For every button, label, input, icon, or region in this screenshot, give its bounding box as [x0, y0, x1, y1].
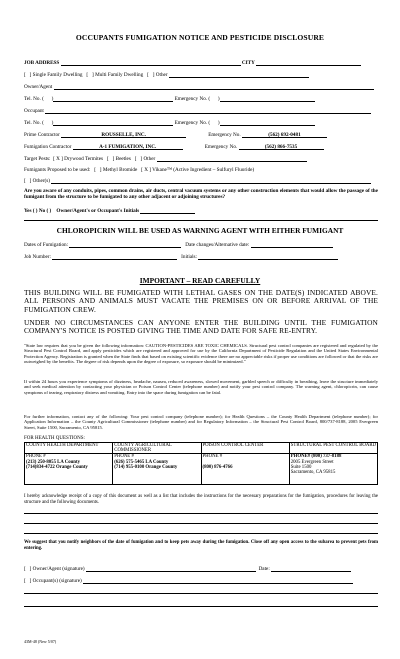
important-heading: IMPORTANT – READ CAREFULLY [139, 276, 261, 285]
owner-signature-label: Owner/Agent (signature) [32, 566, 85, 572]
date-changes-field[interactable] [251, 242, 333, 248]
cell-line: Suite 1500 [290, 464, 312, 470]
important-para-1: THIS BUILDING WILL BE FUMIGATED WITH LETHAL GASES ON THE DATE(S) INDICATED ABOVE. ALL PERSONS AND ANIMALS MUST VACATE THE PREMISES ON OR BEFORE ARRIVAL OF THE FUMIGATION CREW. [24, 288, 378, 314]
pest-other-checkbox[interactable]: Other [143, 156, 156, 162]
job-address-field[interactable] [61, 60, 241, 66]
other-field[interactable] [169, 72, 309, 78]
owner-tel-label: Tel. No. ( [24, 96, 44, 102]
yes-no-row [24, 208, 378, 214]
fumigation-contractor-row [24, 144, 378, 150]
pest-beetles-checkbox[interactable]: Beetles [115, 156, 131, 162]
cell-line: PHONE # [114, 454, 134, 460]
cell-line: Sacramento, CA 95815 [290, 470, 336, 476]
cell-line: (213) 250-8055 LA County [26, 459, 80, 465]
pest-drywood-checkbox[interactable]: X ] Drywood Termites [56, 156, 104, 162]
occupant-tel-row: Tel. No. ( ) Emergency No. ( ) [24, 120, 378, 126]
signature-date-label: Date: [258, 566, 270, 572]
job-number-row [24, 254, 378, 260]
fumigants-row: Fumigants Proposed to be used: [ ] Methyl Bromide [ X ] Vikane™ (Active Ingredient – Sulfuryl Fluoride) [24, 167, 255, 173]
acknowledge-para: I hereby acknowledge receipt of a copy of this document as well as a list that includes the instructions for the necessary preparations for the fumigation, procedures for leaving the structure and the following documents. [24, 494, 378, 505]
other-label: Other [155, 72, 168, 78]
blank-line [24, 533, 378, 534]
blank-line [24, 606, 378, 607]
blank-line [24, 593, 378, 594]
divider [24, 220, 378, 221]
job-address-row [24, 60, 378, 66]
occupant-signature-label: Occupant(s) (signature) [32, 578, 82, 584]
owner-emergency-field[interactable] [220, 96, 315, 102]
prime-contractor-row [24, 132, 378, 138]
state-law-para: "State law requires that you be given the following information: CAUTION-PESTICIDES ARE TOXIC CHEMICALS. Structural pest control companies are registered and regulated by the Structural Pest Control Board, and apply pesticides which are registered and approved for use by the California Department of Pesticide Regulation and the United States Environmental Protection Agency. Registration is granted when the State finds that based on existing scientific evidence there are no appreciable risks if proper use conditions are followed or that the risks are outweighed by the benefits. The degree of risk depends upon the degree of exposure, so exposure should be minimized." [24, 343, 378, 365]
chloropicrin-heading: CHLOROPICRIN WILL BE USED AS WARNING AGENT WITH EITHER FUMIGANT [56, 226, 344, 235]
dates-label: Dates of Fumigation: [24, 242, 69, 248]
occupant-emergency-field[interactable] [220, 120, 315, 126]
fum-emergency-value: (562) 866-7535 [239, 144, 324, 150]
owner-signature-row: [ ] Owner/Agent (signature) Date: [24, 566, 378, 572]
multi-family-label: Multi Family Dwelling [95, 72, 144, 78]
blank-line [24, 513, 378, 514]
city-field[interactable] [256, 60, 361, 66]
adjoining-structures-question: Are you aware of any conduits, pipes, common drains, air ducts, central vacuum systems or any other construction elements that would allow the passage of the fumigant from the structure to be fumigated to any other adjacent or adjoining structures? [24, 188, 378, 201]
occupant-tel-field[interactable] [53, 120, 173, 126]
fumigation-contractor-value: A-1 FUMIGATION, INC. [73, 144, 183, 150]
table-cell [201, 454, 289, 485]
date-changes-label: Date changes/Alternative date: [185, 242, 250, 248]
prime-contractor-value: ROUSSELLE, INC. [61, 132, 186, 138]
occupant-signature-row: [ ] Occupant(s) (signature) [24, 578, 378, 584]
initials-field[interactable] [140, 208, 195, 214]
fumigants-label: Fumigants Proposed to be used: [24, 167, 91, 173]
prime-emergency-value: (562) 692-0481 [242, 132, 327, 138]
job-address-label: JOB ADDRESS [24, 60, 60, 66]
chloro-initials-field[interactable] [198, 254, 338, 260]
table-header: POISON CONTROL CENTER [201, 443, 289, 454]
occupant-field[interactable] [45, 108, 371, 114]
suggest-para: We suggest that you notify neighbors of the date of fumigation and to keep pets away during the fumigation. Close off any open access to the subarea to prevent pets from entering. [24, 540, 378, 551]
table-header: COUNTY AGRICULTURAL COMMISSIONER [113, 443, 201, 454]
pest-other-field[interactable] [157, 156, 307, 162]
target-pests-row: Target Pests: [ X ] Drywood Termites [ ] Beetles [ ] Other [24, 156, 378, 162]
occupant-label: Occupant [24, 108, 44, 114]
cell-line: (626) 575-5465 LA County [114, 459, 169, 465]
dwelling-type-row: [ ] Single Family Dwelling [ ] Multi Family Dwelling [ ] Other [24, 72, 378, 78]
owner-agent-row [24, 84, 378, 90]
owner-agent-field[interactable] [54, 84, 374, 90]
city-label: CITY [241, 60, 255, 66]
others-field[interactable] [51, 178, 371, 184]
fumigant-methyl-checkbox[interactable]: Methyl Bromide [102, 167, 138, 173]
yes-no-options[interactable]: Yes ( ) No ( ) [24, 208, 52, 214]
prime-emergency-label: Emergency No. [208, 132, 241, 138]
form-number: 43M-48 (New 5/07) [24, 639, 57, 644]
owner-tel-field[interactable] [53, 96, 173, 102]
cell-line: PHONE# (800) 737-8188 [290, 454, 342, 460]
occupant-emergency-label: Emergency No. ( [174, 120, 211, 126]
chloro-initials-label: Initials: [181, 254, 197, 260]
table-cell [289, 454, 377, 485]
prime-contractor-label: Prime Contractor [24, 132, 60, 138]
job-number-field[interactable] [52, 254, 177, 260]
document-title: OCCUPANTS FUMIGATION NOTICE AND PESTICIDE DISCLOSURE [75, 33, 325, 42]
initials-label: Owner/Agent's or Occupant's Initials [56, 208, 140, 214]
cell-line: (714)834-4722 Orange County [26, 464, 88, 470]
table-cell [25, 454, 113, 485]
table-header: COUNTY HEALTH DEPARTMENT [25, 443, 113, 454]
occupant-tel-label: Tel. No. ( [24, 120, 44, 126]
symptoms-para: If within 24 hours you experience symptoms of dizziness, headache, nausea, reduced awareness, slowed movement, garbled speech or difficulty in breathing, leave the structure immediately and seek medical attention by contacting your physician or Poison Control Center (telephone number) and notify your pest control company. The warning agent, chloropicrin, can cause symptoms of tearing, respiratory distress and vomiting. Entry into the space during fumigation can be fatal. [24, 379, 378, 395]
dates-field[interactable] [69, 242, 181, 248]
dates-row [24, 242, 378, 248]
blank-line [24, 523, 378, 524]
job-number-label: Job Number: [24, 254, 51, 260]
occupant-row [24, 108, 378, 114]
table-cell [113, 454, 201, 485]
table-row [25, 443, 378, 454]
signature-date-field[interactable] [271, 566, 351, 572]
health-questions-table [24, 442, 378, 485]
owner-signature-field[interactable] [86, 566, 256, 572]
cell-line: PHONE # [26, 454, 46, 460]
owner-agent-label: Owner/Agent [24, 84, 53, 90]
cell-line: (800) 876-4766 [202, 464, 233, 470]
fum-emergency-label: Emergency No. [204, 144, 238, 150]
further-info-para: For further information, contact any of the following: Your pest control company (telephone number); for Health Questions – the County Health Department (telephone number); for Application Information – the County Agricultural Commissioner (telephone number) and for Regulatory Information – the Structural Pest Control Board, 800/737-8188, 2005 Evergreen Street, Suite 1500, Sacramento, CA 95815. [24, 414, 378, 430]
owner-emergency-label: Emergency No. ( [174, 96, 211, 102]
fumigant-vikane-checkbox[interactable]: X ] Vikane™ (Active Ingredient – Sulfuryl Fluoride) [144, 167, 255, 173]
table-row [25, 454, 378, 485]
single-family-label: Single Family Dwelling [32, 72, 83, 78]
cell-line: PHONE # [202, 454, 223, 460]
health-questions-label: FOR HEALTH QUESTIONS: [24, 436, 85, 441]
fumigation-contractor-label: Fumigation Contractor [24, 144, 72, 150]
owner-tel-row: Tel. No. ( ) Emergency No. ( ) [24, 96, 378, 102]
others-label: Other(s) [32, 178, 50, 184]
others-row: [ ] Other(s) [24, 178, 378, 184]
important-para-2: UNDER NO CIRCUMSTANCES CAN ANYONE ENTER THE BUILDING UNTIL THE FUMIGATION COMPANY'S NOTICE IS POSTED GIVING THE TIME AND DATE FOR SAFE RE-ENTRY. [24, 318, 378, 336]
table-header: STRUCTURAL PEST CONTROL BOARD [289, 443, 377, 454]
occupant-signature-field[interactable] [83, 578, 353, 584]
target-pests-label: Target Pests: [24, 156, 51, 162]
cell-line: (714) 955-0100 Orange County [114, 464, 178, 470]
cell-line: 2005 Evergreen Street [290, 459, 334, 465]
